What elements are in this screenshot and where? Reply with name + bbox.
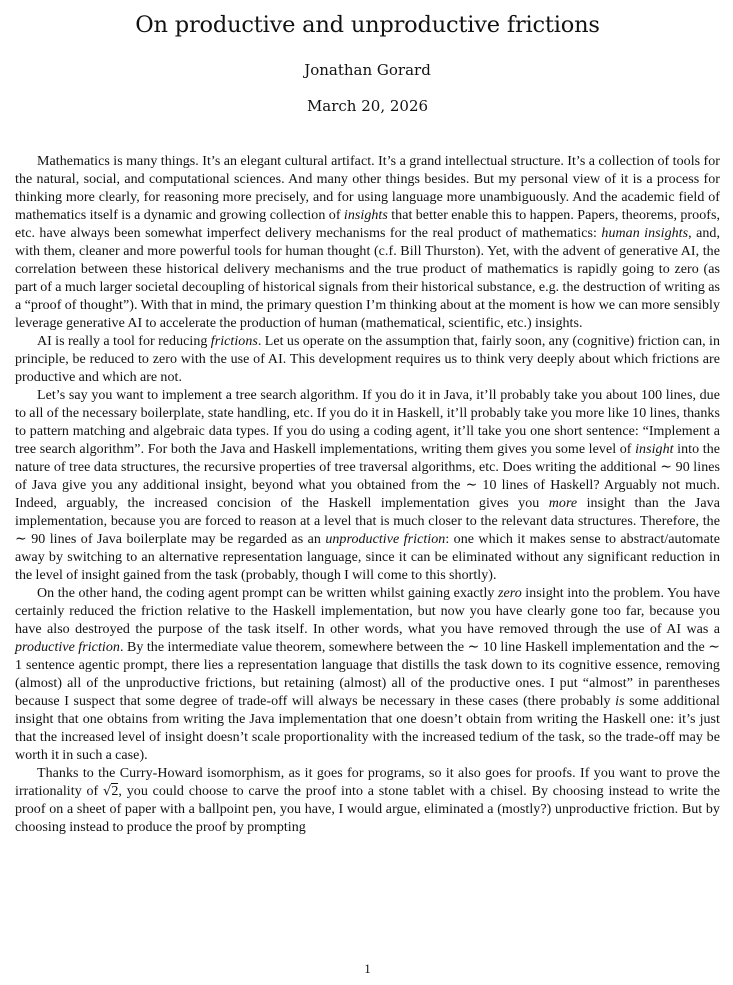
paragraph: [15, 585, 720, 765]
emphasis: unproductive friction: [325, 532, 446, 547]
text-run: Mathematics is many things. It’s an elegant cultural artifact. It’s a grand intellectual structure. It’s a collection of tools for the natural, social, and computational sciences. And many other things besides. But my personal view of it is a process for thinking more clearly, for reasoning more precisely, and for using language more unambiguously. And the academic field of mathematics itself is a dynamic and growing collection of: [15, 154, 720, 223]
emphasis: is: [615, 694, 625, 709]
text-run: : one which it makes sense to abstract/automate away by switching to an alternative representation language, since it can be eliminated without any significant reduction in the level of insight gained from the task (probably, though I will come to this shortly).: [15, 532, 720, 583]
text-run: that better enable this to happen. Papers, theorems, proofs, etc. have always been somewhat imperfect delivery mechanisms for the real product of mathematics:: [15, 208, 720, 241]
radical-sign: √: [103, 784, 112, 799]
paper-title: On productive and unproductive frictions: [135, 12, 600, 38]
emphasis: productive friction: [15, 640, 120, 655]
text-run: AI is really a tool for reducing: [37, 334, 211, 349]
emphasis: more: [548, 496, 578, 511]
emphasis: human insights: [601, 226, 689, 241]
paper-body: [15, 153, 720, 837]
text-run: insight into the problem. You have certainly reduced the friction relative to the Haskell implementation, but now you have clearly gone too far, because you have also destroyed the purpose of the task itself. In other words, what you have removed through the use of AI was a: [15, 586, 720, 637]
text-run: Let’s say you want to implement a tree search algorithm. If you do it in Java, it’ll probably take you about 100 lines, due to all of the necessary boilerplate, state handling, etc. If you do it in Haskell, it’ll probably take you more like 10 lines, thanks to pattern matching and algebraic data types. If you do using a coding agent, it’ll take you one short sentence: “Implement a tree search algorithm”. For both the Java and Haskell implementations, writing them gives you some level of: [15, 388, 720, 457]
paragraph: [15, 333, 720, 387]
emphasis: insights: [343, 208, 388, 223]
paragraph: [15, 765, 720, 837]
text-run: On the other hand, the coding agent prompt can be written whilst gaining exactly: [37, 586, 498, 601]
emphasis: frictions: [210, 334, 258, 349]
paper-author: Jonathan Gorard: [304, 61, 431, 79]
text-run: . Let us operate on the assumption that, fairly soon, any (cognitive) friction can, in principle, be reduced to zero with the use of AI. This development requires us to think very deeply about which frictions are productive and which are not.: [15, 334, 720, 385]
sqrt-expression: [103, 783, 118, 799]
text-run: . By the intermediate value theorem, somewhere between the ∼ 10 line Haskell implementation and the ∼ 1 sentence agentic prompt, there lies a representation language that distills the task down to its cognitive essence, removing (almost) all of the unproductive frictions, but retaining (almost) all of the productive ones. I put “almost” in parentheses because I suspect that some degree of trade-off will always be necessary in these cases (there probably: [15, 640, 720, 709]
radicand: 2: [111, 784, 119, 799]
text-run: Thanks to the Curry-Howard isomorphism, as it goes for programs, so it also goes for proofs. If you want to prove the irrationality of: [15, 766, 720, 799]
paragraph: [15, 153, 720, 333]
text-run: some additional insight that one obtains from writing the Java implementation that one doesn’t obtain from writing the Haskell one: it’s just that the increased level of insight doesn’t scale proportionality with the increased tedium of the task, so the trade-off may be worth it in such a case).: [15, 694, 720, 763]
text-run: into the nature of tree data structures, the recursive properties of tree traversal algorithms, etc. Does writing the additional ∼ 90 lines of Java give you any additional insight, beyond what you obtained from the ∼ 10 lines of Haskell? Arguably not much. Indeed, arguably, the increased concision of the Haskell implementation gives you: [15, 442, 721, 511]
paper-date: March 20, 2026: [306, 97, 429, 115]
text-run: , you could choose to carve the proof into a stone tablet with a chisel. By choosing instead to write the proof on a sheet of paper with a ballpoint pen, you have, I would argue, eliminated a (mostly?) unproductive friction. But by choosing instead to produce the proof by prompting: [15, 784, 720, 835]
page-number: 1: [364, 961, 371, 976]
text-run: , and, with them, cleaner and more powerful tools for human thought (c.f. Bill Thurston). Yet, with the advent of generative AI, the correlation between these historical delivery mechanisms and the true product of mathematics is rapidly going to zero (as part of a much larger societal decoupling of historical signals from their historical substance, e.g. the destruction of writing as a “proof of thought”). With that in mind, the primary question I’m thinking about at the moment is how we can more sensibly leverage generative AI to accelerate the production of human (mathematical, scientific, etc.) insights.: [15, 226, 720, 331]
paper-page: [15, 0, 720, 985]
text-run: insight than the Java implementation, because you are forced to reason at a level that is much closer to the relevant data structures. Therefore, the ∼ 90 lines of Java boilerplate may be regarded as an: [15, 496, 720, 547]
emphasis: zero: [497, 586, 522, 601]
emphasis: insight: [635, 442, 674, 457]
paragraph: [15, 387, 720, 585]
